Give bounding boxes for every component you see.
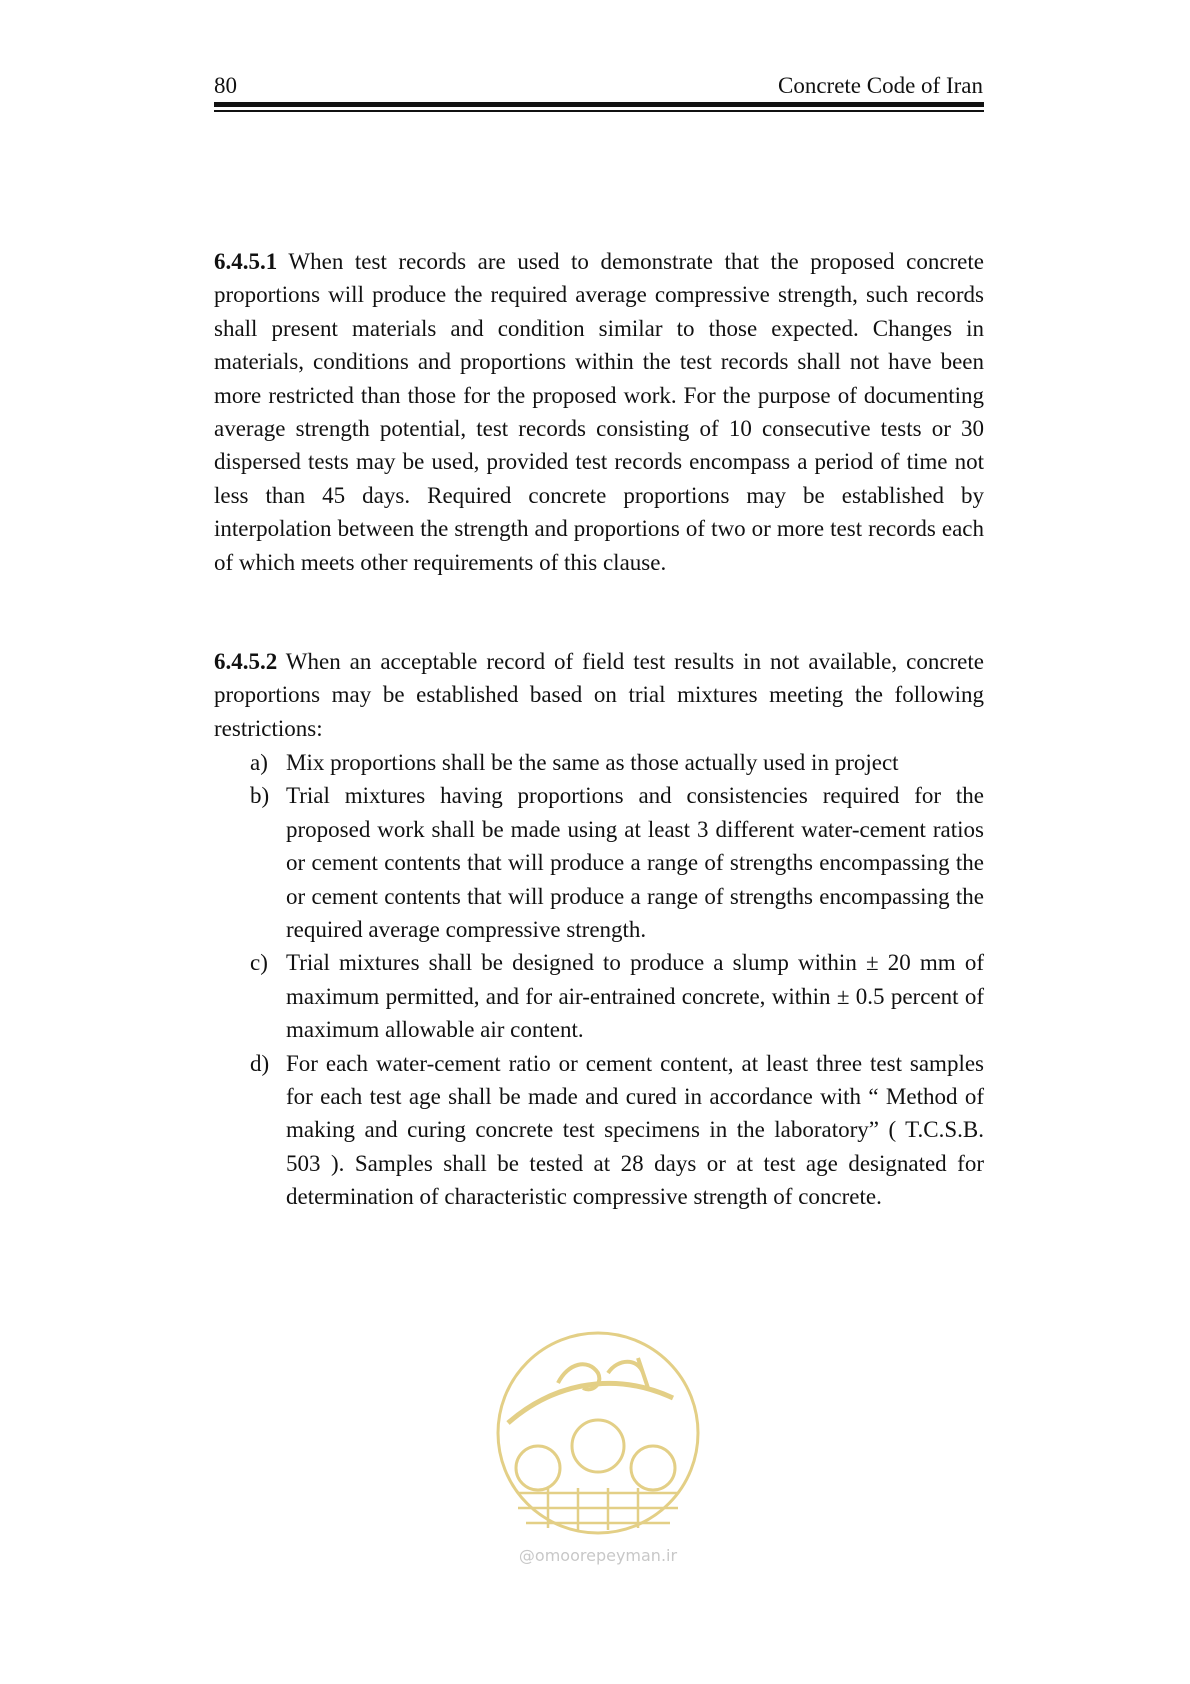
header-rule-thin: [214, 110, 984, 112]
watermark-seal: [488, 1328, 708, 1568]
list-item-text: Trial mixtures having proportions and consistencies required for the proposed work shall be made using at least 3 different water-cement ratios or cement contents that will produce a range of strengths encompassing the or cement contents that will produce a range of strengths encompassing the required average compressive strength.: [286, 783, 984, 943]
gear-icon: [631, 1446, 675, 1490]
clause-number: 6.4.5.2: [214, 649, 278, 674]
page-number: 80: [214, 73, 237, 98]
list-item: [214, 1047, 984, 1214]
list-item-text: Mix proportions shall be the same as those actually used in project: [286, 750, 899, 775]
list-item: [214, 746, 984, 779]
header-rule-thick: [214, 102, 984, 107]
list-marker: c): [250, 950, 268, 976]
list-item-text: Trial mixtures shall be designed to produce a slump within ± 20 mm of maximum permitted, and for air-entrained concrete, within ± 0.5 percent of maximum allowable air content.: [286, 950, 984, 1043]
seal-ring: [498, 1333, 698, 1533]
list-item: [214, 946, 984, 1046]
list-item-text: For each water-cement ratio or cement content, at least three test samples for each test age shall be made and cured in accordance with “ Method of making and curing concrete test specimens in the laboratory” ( T.C.S.B. 503 ). Samples shall be tested at 28 days or at test age designated for determination of characteristic compressive strength of concrete.: [286, 1050, 984, 1210]
list-marker: a): [250, 750, 268, 775]
restrictions-list: [214, 746, 984, 1214]
clause-6-4-5-2: [214, 645, 984, 745]
list-marker: b): [250, 783, 270, 809]
running-title: Concrete Code of Iran: [777, 73, 983, 98]
gear-icon: [516, 1446, 560, 1490]
gear-icon: [572, 1420, 624, 1472]
list-marker: d): [250, 1050, 270, 1076]
clause-body: When test records are used to demonstrate that the proposed concrete proportions will produce the required average compressive strength, such records shall present materials and condition similar to those expected. Changes in materials, conditions and proportions within the test records shall not have been more restricted than those for the proposed work. For the purpose of documenting average strength potential, test records consisting of 10 consecutive tests or 30 dispersed tests may be used, provided test records encompass a period of time not less than 45 days. Required concrete proportions may be established by interpolation between the strength and proportions of two or more test records each of which meets other requirements of this clause.: [214, 249, 984, 575]
clause-6-4-5-1: [214, 245, 984, 579]
clause-number: 6.4.5.1: [214, 249, 278, 274]
clause-body: When an acceptable record of field test results in not available, concrete proportions may be established based on trial mixtures meeting the following restrictions:: [214, 649, 984, 741]
watermark-site: @omoorepeyman.ir: [518, 1546, 678, 1565]
list-item: [214, 779, 984, 946]
grid-icon: [518, 1488, 678, 1530]
